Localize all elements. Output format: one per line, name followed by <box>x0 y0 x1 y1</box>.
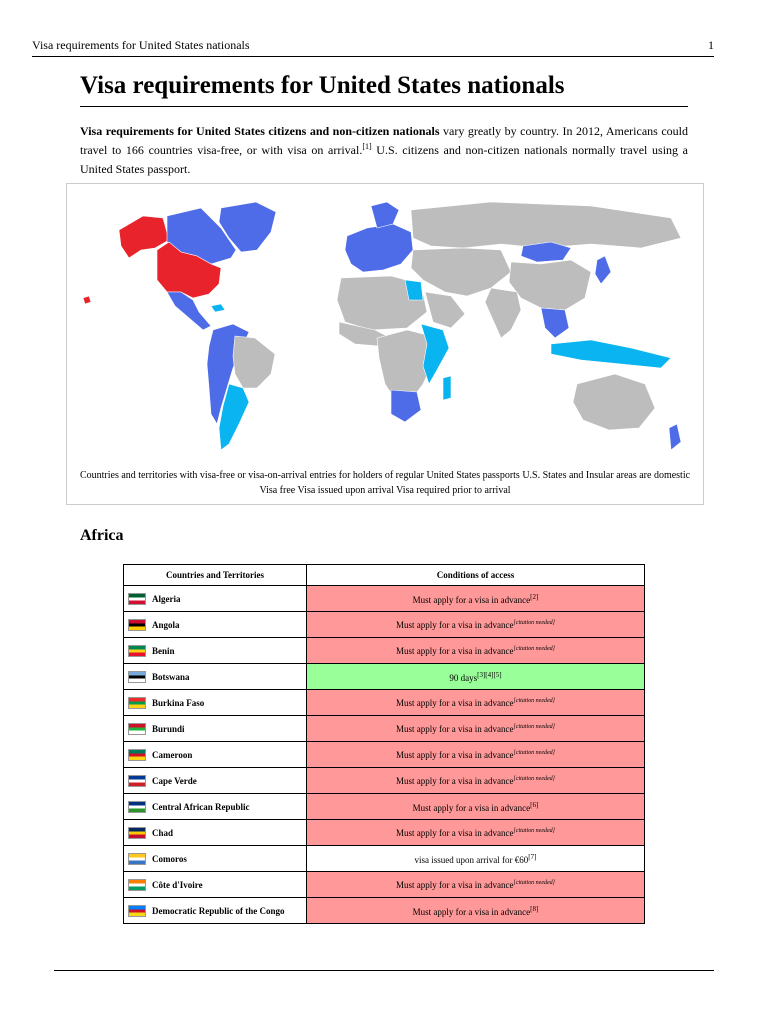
country-cell <box>124 794 307 820</box>
flag-icon <box>128 775 146 787</box>
reference-link[interactable]: [citation needed] <box>513 619 555 626</box>
page-number: 1 <box>708 38 714 52</box>
country-cell <box>124 612 307 638</box>
country-cell <box>124 872 307 898</box>
condition-cell <box>307 586 645 612</box>
intro-paragraph <box>80 122 688 179</box>
country-name[interactable]: Burundi <box>152 723 185 734</box>
intro-ref-1[interactable]: [1] <box>362 142 372 151</box>
map-hawaii <box>83 296 91 304</box>
page-title: Visa requirements for United States nationals <box>80 72 688 107</box>
reference-link[interactable]: [3][4][5] <box>477 670 502 679</box>
table-row <box>124 898 645 924</box>
flag-icon <box>128 619 146 631</box>
condition-text: Must apply for a visa in advance <box>396 723 514 734</box>
flag-icon <box>128 671 146 683</box>
map-china <box>509 260 591 310</box>
map-indonesia <box>551 340 671 368</box>
map-brazil <box>233 336 275 388</box>
map-caribbean <box>211 304 225 312</box>
condition-text: Must apply for a visa in advance <box>412 802 531 813</box>
world-map-figure <box>66 183 704 505</box>
table-row <box>124 820 645 846</box>
country-cell <box>124 638 307 664</box>
header-conditions: Conditions of access <box>307 565 645 586</box>
condition-cell <box>307 846 645 872</box>
reference-link[interactable]: [8] <box>530 904 539 913</box>
condition-cell <box>307 612 645 638</box>
condition-cell <box>307 716 645 742</box>
reference-link[interactable]: [citation needed] <box>513 775 555 782</box>
intro-bold-lead: Visa requirements for United States citizens and non-citizen nationals <box>80 124 440 138</box>
flag-icon <box>128 827 146 839</box>
flag-icon <box>128 801 146 813</box>
condition-cell <box>307 794 645 820</box>
header-countries: Countries and Territories <box>124 565 307 586</box>
table-row <box>124 586 645 612</box>
condition-cell <box>307 690 645 716</box>
map-central-america <box>167 292 211 330</box>
map-southeast-asia <box>541 308 569 338</box>
country-name[interactable]: Comoros <box>152 853 187 864</box>
condition-text: visa issued upon arrival for €60 <box>414 854 529 865</box>
country-name[interactable]: Benin <box>152 645 175 656</box>
table-header-row <box>124 565 645 586</box>
condition-cell <box>307 872 645 898</box>
map-arabia <box>425 292 465 328</box>
condition-text: Must apply for a visa in advance <box>396 879 514 890</box>
footer-rule <box>54 970 714 971</box>
running-header-title: Visa requirements for United States nationals <box>32 38 250 52</box>
table-row <box>124 664 645 690</box>
map-india <box>485 288 521 338</box>
reference-link[interactable]: [6] <box>530 800 539 809</box>
flag-icon <box>128 645 146 657</box>
country-cell <box>124 716 307 742</box>
reference-link[interactable]: [citation needed] <box>513 879 555 886</box>
table-body <box>124 586 645 924</box>
country-name[interactable]: Angola <box>152 619 180 630</box>
flag-icon <box>128 593 146 605</box>
reference-link[interactable]: [citation needed] <box>513 697 555 704</box>
reference-link[interactable]: [7] <box>528 852 537 861</box>
condition-cell <box>307 820 645 846</box>
condition-text: Must apply for a visa in advance <box>396 749 514 760</box>
table-row <box>124 742 645 768</box>
table-row <box>124 716 645 742</box>
flag-icon <box>128 905 146 917</box>
country-name[interactable]: Algeria <box>152 593 181 604</box>
condition-text: Must apply for a visa in advance <box>396 827 514 838</box>
condition-cell <box>307 664 645 690</box>
reference-link[interactable]: [2] <box>530 592 539 601</box>
flag-icon <box>128 697 146 709</box>
figure-caption: Countries and territories with visa-free or visa-on-arrival entries for holders of regular United States passports U.S. States and Insular areas are domestic Visa free Visa issued upon arrival Visa required prior to arrival <box>79 470 691 496</box>
country-name[interactable]: Cameroon <box>152 749 193 760</box>
country-cell <box>124 664 307 690</box>
country-cell <box>124 820 307 846</box>
table-row <box>124 612 645 638</box>
map-scandinavia <box>371 202 399 228</box>
condition-cell <box>307 638 645 664</box>
table-row <box>124 638 645 664</box>
condition-text: Must apply for a visa in advance <box>396 775 514 786</box>
reference-link[interactable]: [citation needed] <box>513 645 555 652</box>
country-cell <box>124 742 307 768</box>
map-japan <box>595 256 611 284</box>
table-row <box>124 794 645 820</box>
table-row <box>124 690 645 716</box>
country-name[interactable]: Democratic Republic of the Congo <box>152 905 285 916</box>
intro-text-1: vary greatly by country. In 2012, Americans could travel to 166 countries visa-free, or with visa on arrival. <box>80 124 688 157</box>
country-cell <box>124 898 307 924</box>
country-name[interactable]: Botswana <box>152 671 190 682</box>
condition-cell <box>307 742 645 768</box>
map-new-zealand <box>669 424 681 450</box>
country-cell <box>124 768 307 794</box>
condition-text: 90 days <box>449 672 478 683</box>
flag-icon <box>128 879 146 891</box>
table-row <box>124 872 645 898</box>
map-australia <box>573 374 655 430</box>
country-cell <box>124 690 307 716</box>
flag-icon <box>128 749 146 761</box>
table-row <box>124 846 645 872</box>
country-name[interactable]: Chad <box>152 827 174 838</box>
map-madagascar <box>443 376 451 400</box>
reference-link[interactable]: [citation needed] <box>513 827 555 834</box>
condition-text: Must apply for a visa in advance <box>412 906 531 917</box>
condition-text: Must apply for a visa in advance <box>396 645 514 656</box>
flag-icon <box>128 723 146 735</box>
country-name[interactable]: Burkina Faso <box>152 697 205 708</box>
country-name[interactable]: Cape Verde <box>152 775 197 786</box>
intro-text-2: U.S. citizens and non-citizen nationals normally travel using a United States passport. <box>80 143 688 176</box>
condition-text: Must apply for a visa in advance <box>412 594 531 605</box>
country-cell <box>124 586 307 612</box>
map-south-africa <box>391 390 421 422</box>
condition-cell <box>307 898 645 924</box>
condition-text: Must apply for a visa in advance <box>396 697 514 708</box>
reference-link[interactable]: [citation needed] <box>513 723 555 730</box>
flag-icon <box>128 853 146 865</box>
country-name[interactable]: Central African Republic <box>152 801 250 812</box>
section-title-africa: Africa <box>80 527 124 544</box>
reference-link[interactable]: [citation needed] <box>513 749 555 756</box>
country-cell <box>124 846 307 872</box>
condition-text: Must apply for a visa in advance <box>396 619 514 630</box>
running-header <box>32 36 714 57</box>
map-russia <box>411 202 681 248</box>
country-name[interactable]: Côte d'Ivoire <box>152 879 203 890</box>
table-row <box>124 768 645 794</box>
africa-visa-table <box>123 564 645 924</box>
map-europe <box>345 224 413 272</box>
world-map <box>71 188 697 464</box>
condition-cell <box>307 768 645 794</box>
